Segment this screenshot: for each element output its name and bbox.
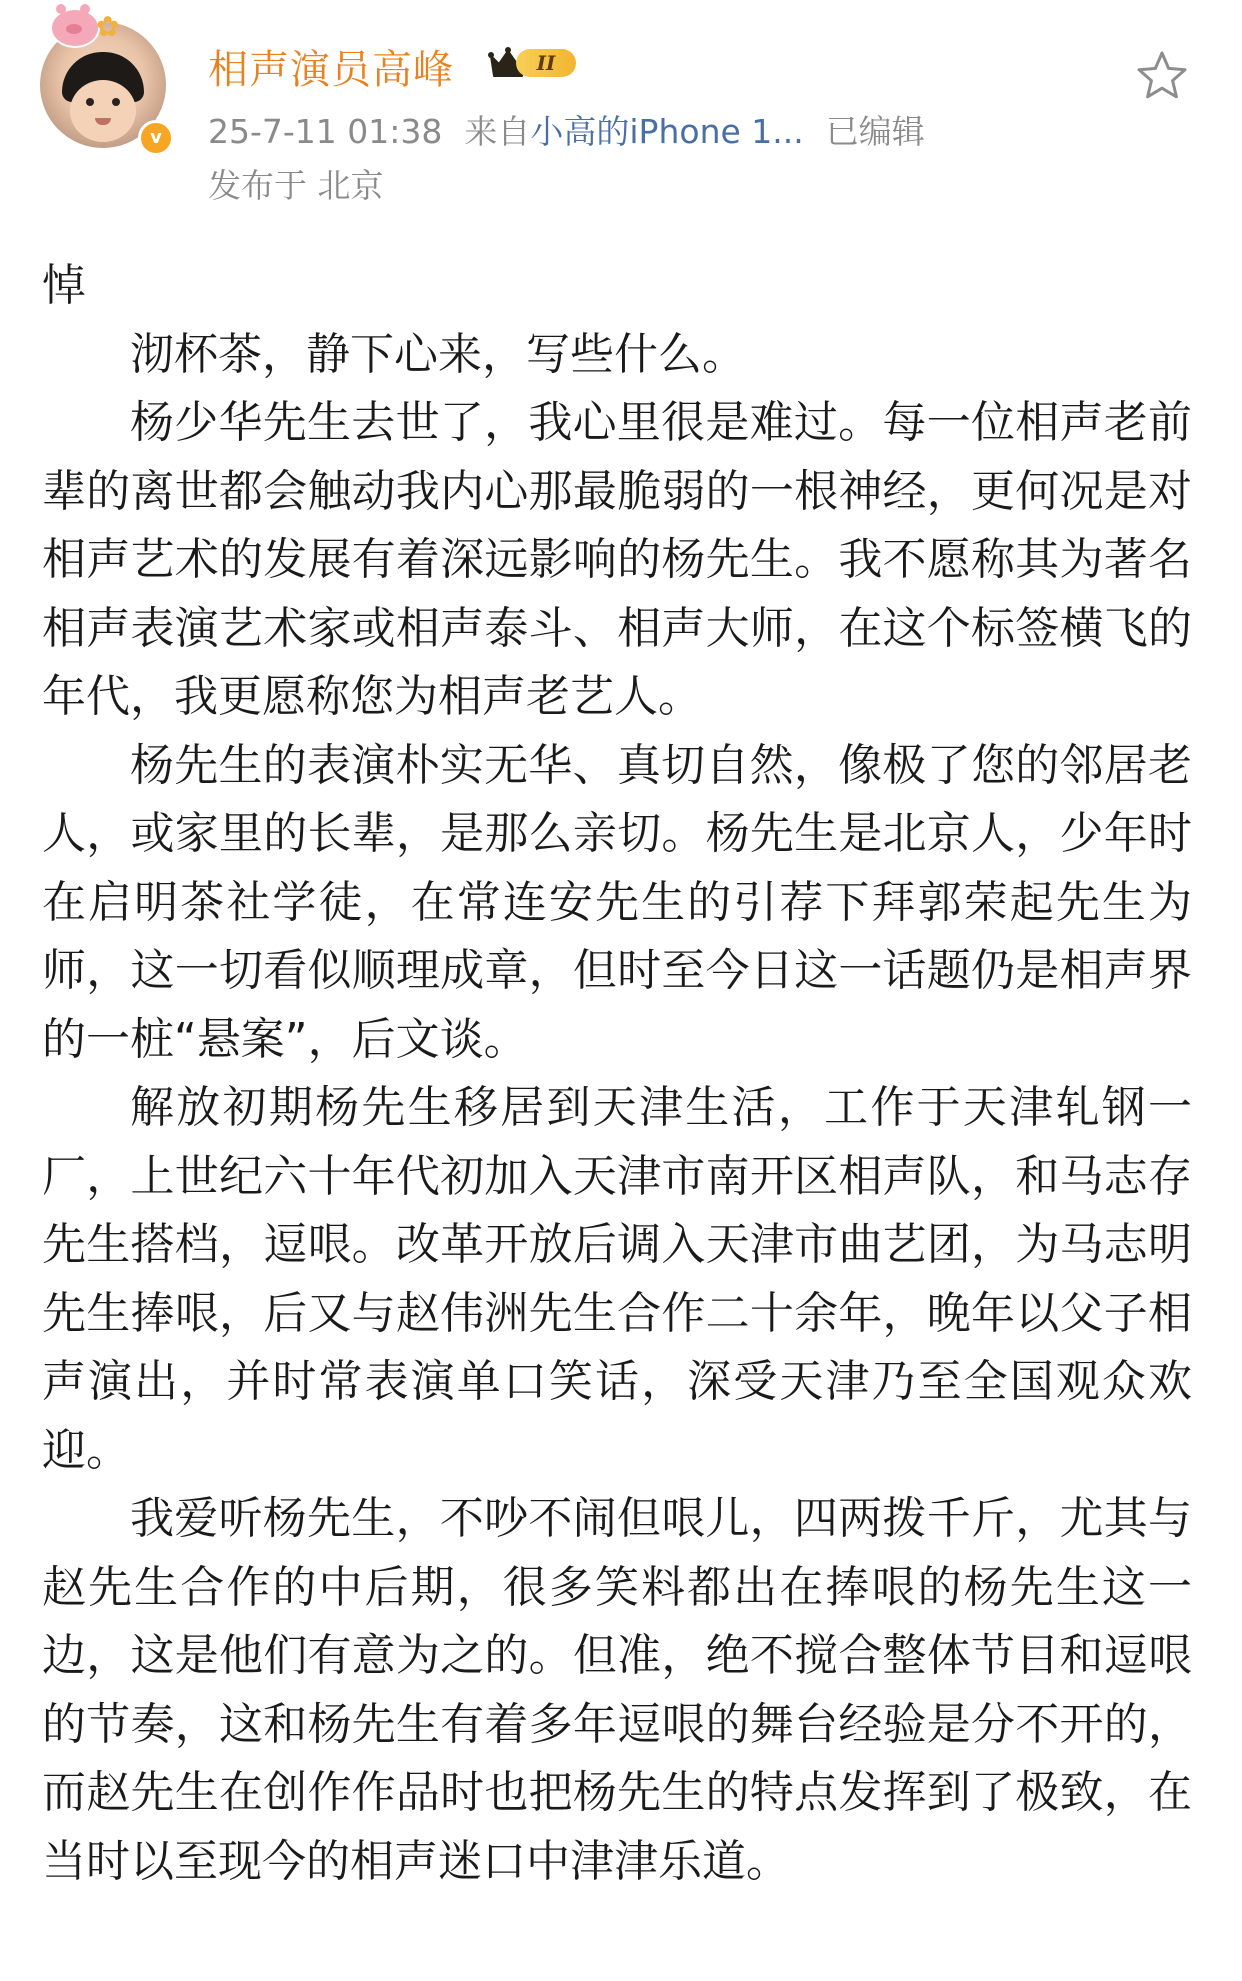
- post-meta: [208, 106, 925, 153]
- post-paragraph: 杨先生的表演朴实无华、真切自然，像极了您的邻居老人，或家里的长辈，是那么亲切。杨先生是北京人，少年时在启明茶社学徒，在常连安先生的引荐下拜郭荣起先生为师，这一切看似顺理成章，但时至今日这一话题仍是相声界的一桩“悬案”，后文谈。: [42, 739, 1192, 1065]
- pig-pendant-icon: [50, 8, 100, 48]
- post-location: 发布于 北京: [208, 166, 384, 205]
- post-header: [0, 0, 1242, 210]
- source-device-link[interactable]: 小高的iPhone 1...: [530, 112, 804, 151]
- vip-level: II: [516, 49, 576, 77]
- vip-badge[interactable]: [488, 46, 584, 80]
- verified-badge-icon: v: [138, 120, 174, 156]
- flower-pendant-icon: ✿: [96, 10, 120, 43]
- post-timestamp: 25-7-11 01:38: [208, 112, 443, 151]
- avatar-eye: [86, 98, 94, 106]
- post-paragraph: 我爱听杨先生，不吵不闹但哏儿，四两拨千斤，尤其与赵先生合作的中后期，很多笑料都出在捧哏的杨先生这一边，这是他们有意为之的。但准，绝不搅合整体节目和逗哏的节奏，这和杨先生有着多年逗哏的舞台经验是分不开的，而赵先生在创作作品时也把杨先生的特点发挥到了极致，在当时以至现今的相声迷口中津津乐道。: [42, 1493, 1192, 1887]
- author-name[interactable]: 相声演员高峰: [208, 47, 454, 93]
- edited-label[interactable]: 已编辑: [825, 112, 925, 151]
- post-paragraph: 解放初期杨先生移居到天津生活，工作于天津轧钢一厂，上世纪六十年代初加入天津市南开区相声队，和马志存先生搭档，逗哏。改革开放后调入天津市曲艺团，为马志明先生捧哏，后又与赵伟洲先生合作二十余年，晚年以父子相声演出，并时常表演单口笑话，深受天津乃至全国观众欢迎。: [42, 1082, 1192, 1476]
- source-prefix: 来自: [464, 112, 531, 151]
- post-paragraph: 杨少华先生去世了，我心里很是难过。每一位相声老前辈的离世都会触动我内心那最脆弱的一根神经，更何况是对相声艺术的发展有着深远影响的杨先生。我不愿称其为著名相声表演艺术家或相声泰斗、相声大师，在这个标签横飞的年代，我更愿称您为相声老艺人。: [42, 397, 1192, 722]
- avatar-eye: [112, 98, 120, 106]
- avatar-face: [70, 80, 136, 142]
- post-body: [42, 252, 1192, 1896]
- post-paragraph: 沏杯茶，静下心来，写些什么。: [130, 328, 746, 380]
- post-title: 悼: [42, 260, 86, 311]
- star-outline-icon[interactable]: [1134, 48, 1190, 104]
